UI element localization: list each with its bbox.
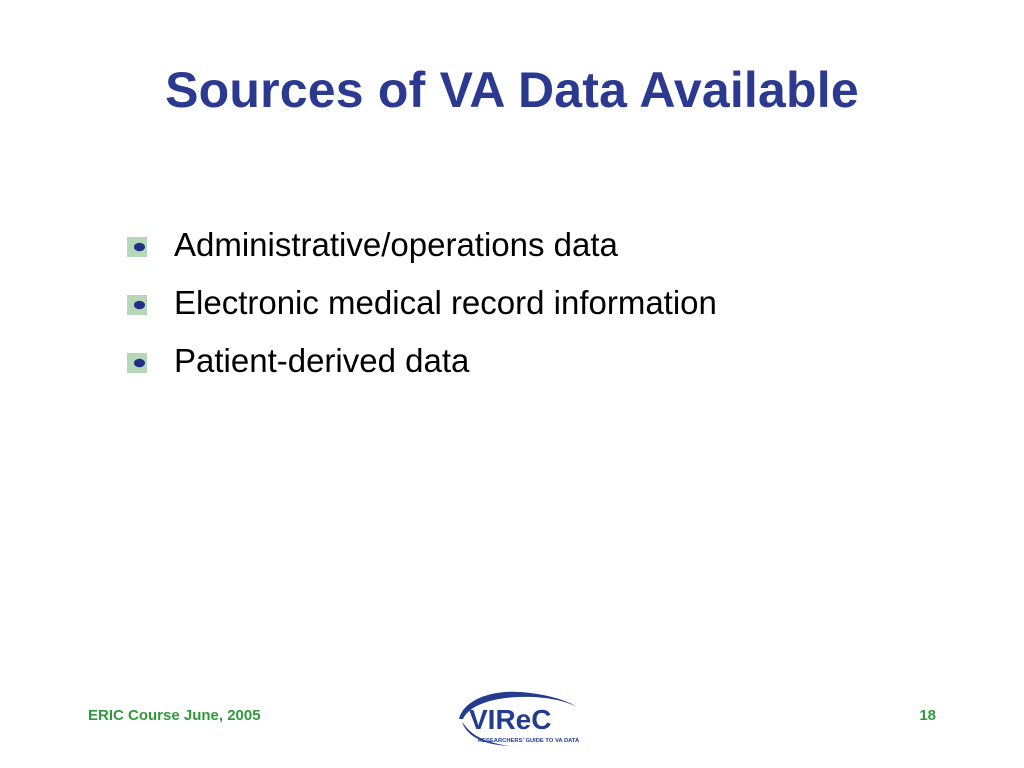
- green-blue-square-bullet-icon: [126, 352, 148, 374]
- green-blue-square-bullet-icon: [126, 236, 148, 258]
- green-blue-square-bullet-icon: [126, 294, 148, 316]
- logo-tagline: RESEARCHERS' GUIDE TO VA DATA: [478, 738, 580, 744]
- slide-title: Sources of VA Data Available: [165, 62, 859, 118]
- bullet-list: [124, 216, 717, 390]
- logo-wordmark: VIReC: [469, 704, 552, 735]
- footer-course-label: ERIC Course June, 2005: [88, 707, 261, 724]
- bullet-text: Administrative/operations data: [174, 226, 618, 263]
- bullet-text: Electronic medical record information: [174, 284, 717, 321]
- list-item: [124, 332, 717, 390]
- list-item: [124, 274, 717, 332]
- page-number: 18: [919, 707, 936, 724]
- list-item: [124, 216, 717, 274]
- bullet-text: Patient-derived data: [174, 342, 470, 379]
- virec-logo: [452, 688, 582, 750]
